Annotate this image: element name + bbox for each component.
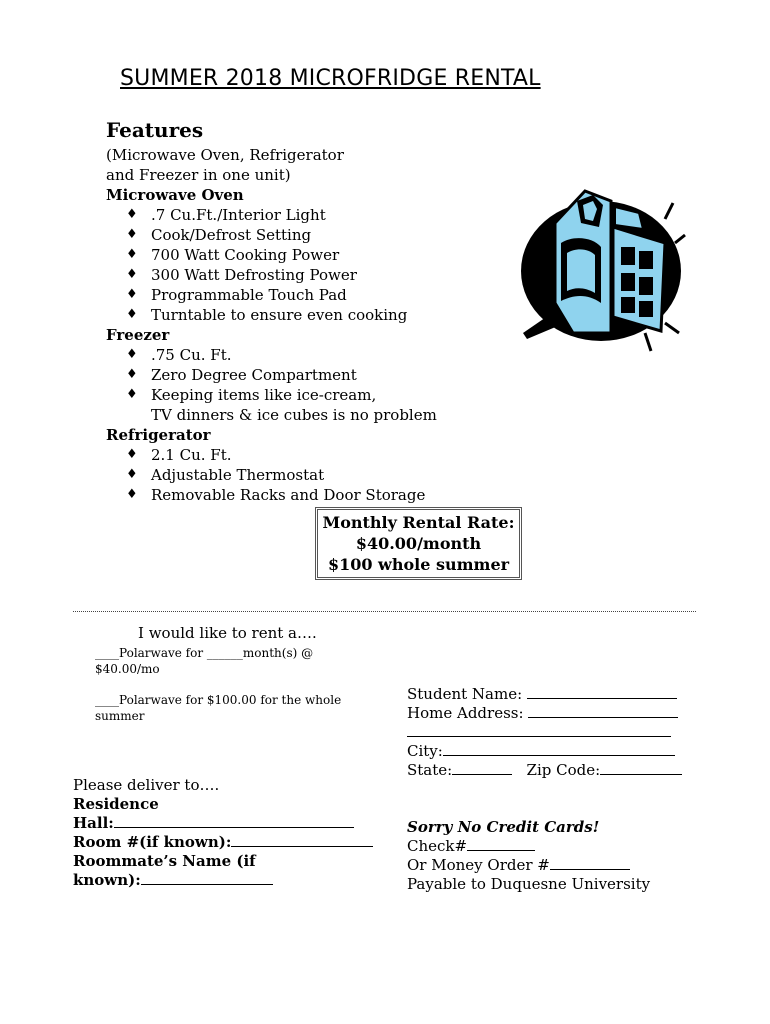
features-list xyxy=(106,145,437,505)
cut-line-divider xyxy=(73,611,696,612)
diamond-bullet-icon: ♦ xyxy=(126,387,138,402)
whole-summer-option[interactable]: ____Polarwave for $100.00 for the whole summer xyxy=(95,693,342,723)
diamond-bullet-icon: ♦ xyxy=(126,347,138,362)
room-label: Room #(if known) xyxy=(73,833,226,851)
city-label: City: xyxy=(407,742,443,760)
rate-line-2: $40.00/month xyxy=(355,534,482,553)
list-item: ♦ 2.1 Cu. Ft. xyxy=(126,446,232,464)
no-credit-cards-notice: Sorry No Credit Cards! xyxy=(407,818,600,836)
city-field[interactable] xyxy=(443,743,675,756)
roommate-label-line1: Roommate’s Name (if xyxy=(73,852,256,870)
list-item: ♦ .75 Cu. Ft. xyxy=(126,346,232,364)
check-number-field[interactable] xyxy=(467,838,535,851)
section-heading-freezer: Freezer xyxy=(106,326,170,344)
diamond-bullet-icon: ♦ xyxy=(126,307,138,322)
diamond-bullet-icon: ♦ xyxy=(126,467,138,482)
home-address-line2-field[interactable] xyxy=(407,724,671,737)
features-heading: Features xyxy=(106,118,204,142)
rate-line-3: $100 whole summer xyxy=(327,555,510,574)
list-item: ♦ .7 Cu.Ft./Interior Light xyxy=(126,206,326,224)
features-intro-line2: and Freezer in one unit) xyxy=(106,166,291,184)
state-label: State: xyxy=(407,761,453,779)
microwave-items xyxy=(106,205,437,325)
diamond-bullet-icon: ♦ xyxy=(126,367,138,382)
section-heading-refrigerator: Refrigerator xyxy=(106,426,211,444)
list-item: ♦ Programmable Touch Pad xyxy=(126,286,347,304)
refrigerator-items xyxy=(106,445,437,505)
list-item: ♦ Zero Degree Compartment xyxy=(126,366,357,384)
residence-label: Residence xyxy=(73,795,159,813)
diamond-bullet-icon: ♦ xyxy=(126,247,138,262)
home-address-label: Home Address: xyxy=(407,704,524,722)
student-info-block xyxy=(407,685,682,780)
check-label: Check# xyxy=(407,837,468,855)
zip-code-label: Zip Code: xyxy=(526,761,601,779)
hall-label: Hall xyxy=(73,814,109,832)
payment-block xyxy=(407,818,650,894)
diamond-bullet-icon: ♦ xyxy=(126,447,138,462)
features-intro-line1: (Microwave Oven, Refrigerator xyxy=(106,146,344,164)
money-order-field[interactable] xyxy=(550,857,630,870)
student-name-field[interactable] xyxy=(527,686,677,699)
state-field[interactable] xyxy=(452,762,512,775)
money-order-label: Or Money Order # xyxy=(407,856,550,874)
diamond-bullet-icon: ♦ xyxy=(126,287,138,302)
delivery-intro: Please deliver to…. xyxy=(73,776,220,794)
diamond-bullet-icon: ♦ xyxy=(126,267,138,282)
list-item: ♦ 700 Watt Cooking Power xyxy=(126,246,340,264)
roommate-label-line2: known) xyxy=(73,871,136,889)
zip-code-field[interactable] xyxy=(600,762,682,775)
monthly-option[interactable]: ____Polarwave for ______month(s) @ $40.00/mo xyxy=(95,646,314,676)
delivery-block: Please deliver to…. Residence Hall: Room #(if known): Roommate’s Name (if known): xyxy=(73,776,373,890)
section-heading-microwave: Microwave Oven xyxy=(106,186,244,204)
roommate-field[interactable] xyxy=(141,872,273,885)
rental-rate-box xyxy=(315,507,522,580)
hall-field[interactable] xyxy=(114,815,354,828)
diamond-bullet-icon: ♦ xyxy=(126,487,138,502)
room-field[interactable] xyxy=(231,834,373,847)
payable-to: Payable to Duquesne University xyxy=(407,875,651,893)
refrigerator-clipart-icon xyxy=(515,183,687,355)
diamond-bullet-icon: ♦ xyxy=(126,227,138,242)
page-title: SUMMER 2018 MICROFRIDGE RENTAL xyxy=(120,66,541,91)
diamond-bullet-icon: ♦ xyxy=(126,207,138,222)
rate-line-1: Monthly Rental Rate: xyxy=(322,513,515,532)
list-item: ♦ Removable Racks and Door Storage xyxy=(126,486,426,504)
list-item: ♦ 300 Watt Defrosting Power xyxy=(126,266,357,284)
student-name-label: Student Name: xyxy=(407,685,523,703)
freezer-items xyxy=(106,345,437,425)
list-item: ♦ Turntable to ensure even cooking xyxy=(126,306,408,324)
order-intro: I would like to rent a…. xyxy=(138,624,317,642)
list-item: ♦ Cook/Defrost Setting xyxy=(126,226,312,244)
list-item: ♦ Keeping items like ice-cream, TV dinners & ice cubes is no problem xyxy=(126,386,437,424)
list-item: ♦ Adjustable Thermostat xyxy=(126,466,325,484)
home-address-field[interactable] xyxy=(528,705,678,718)
